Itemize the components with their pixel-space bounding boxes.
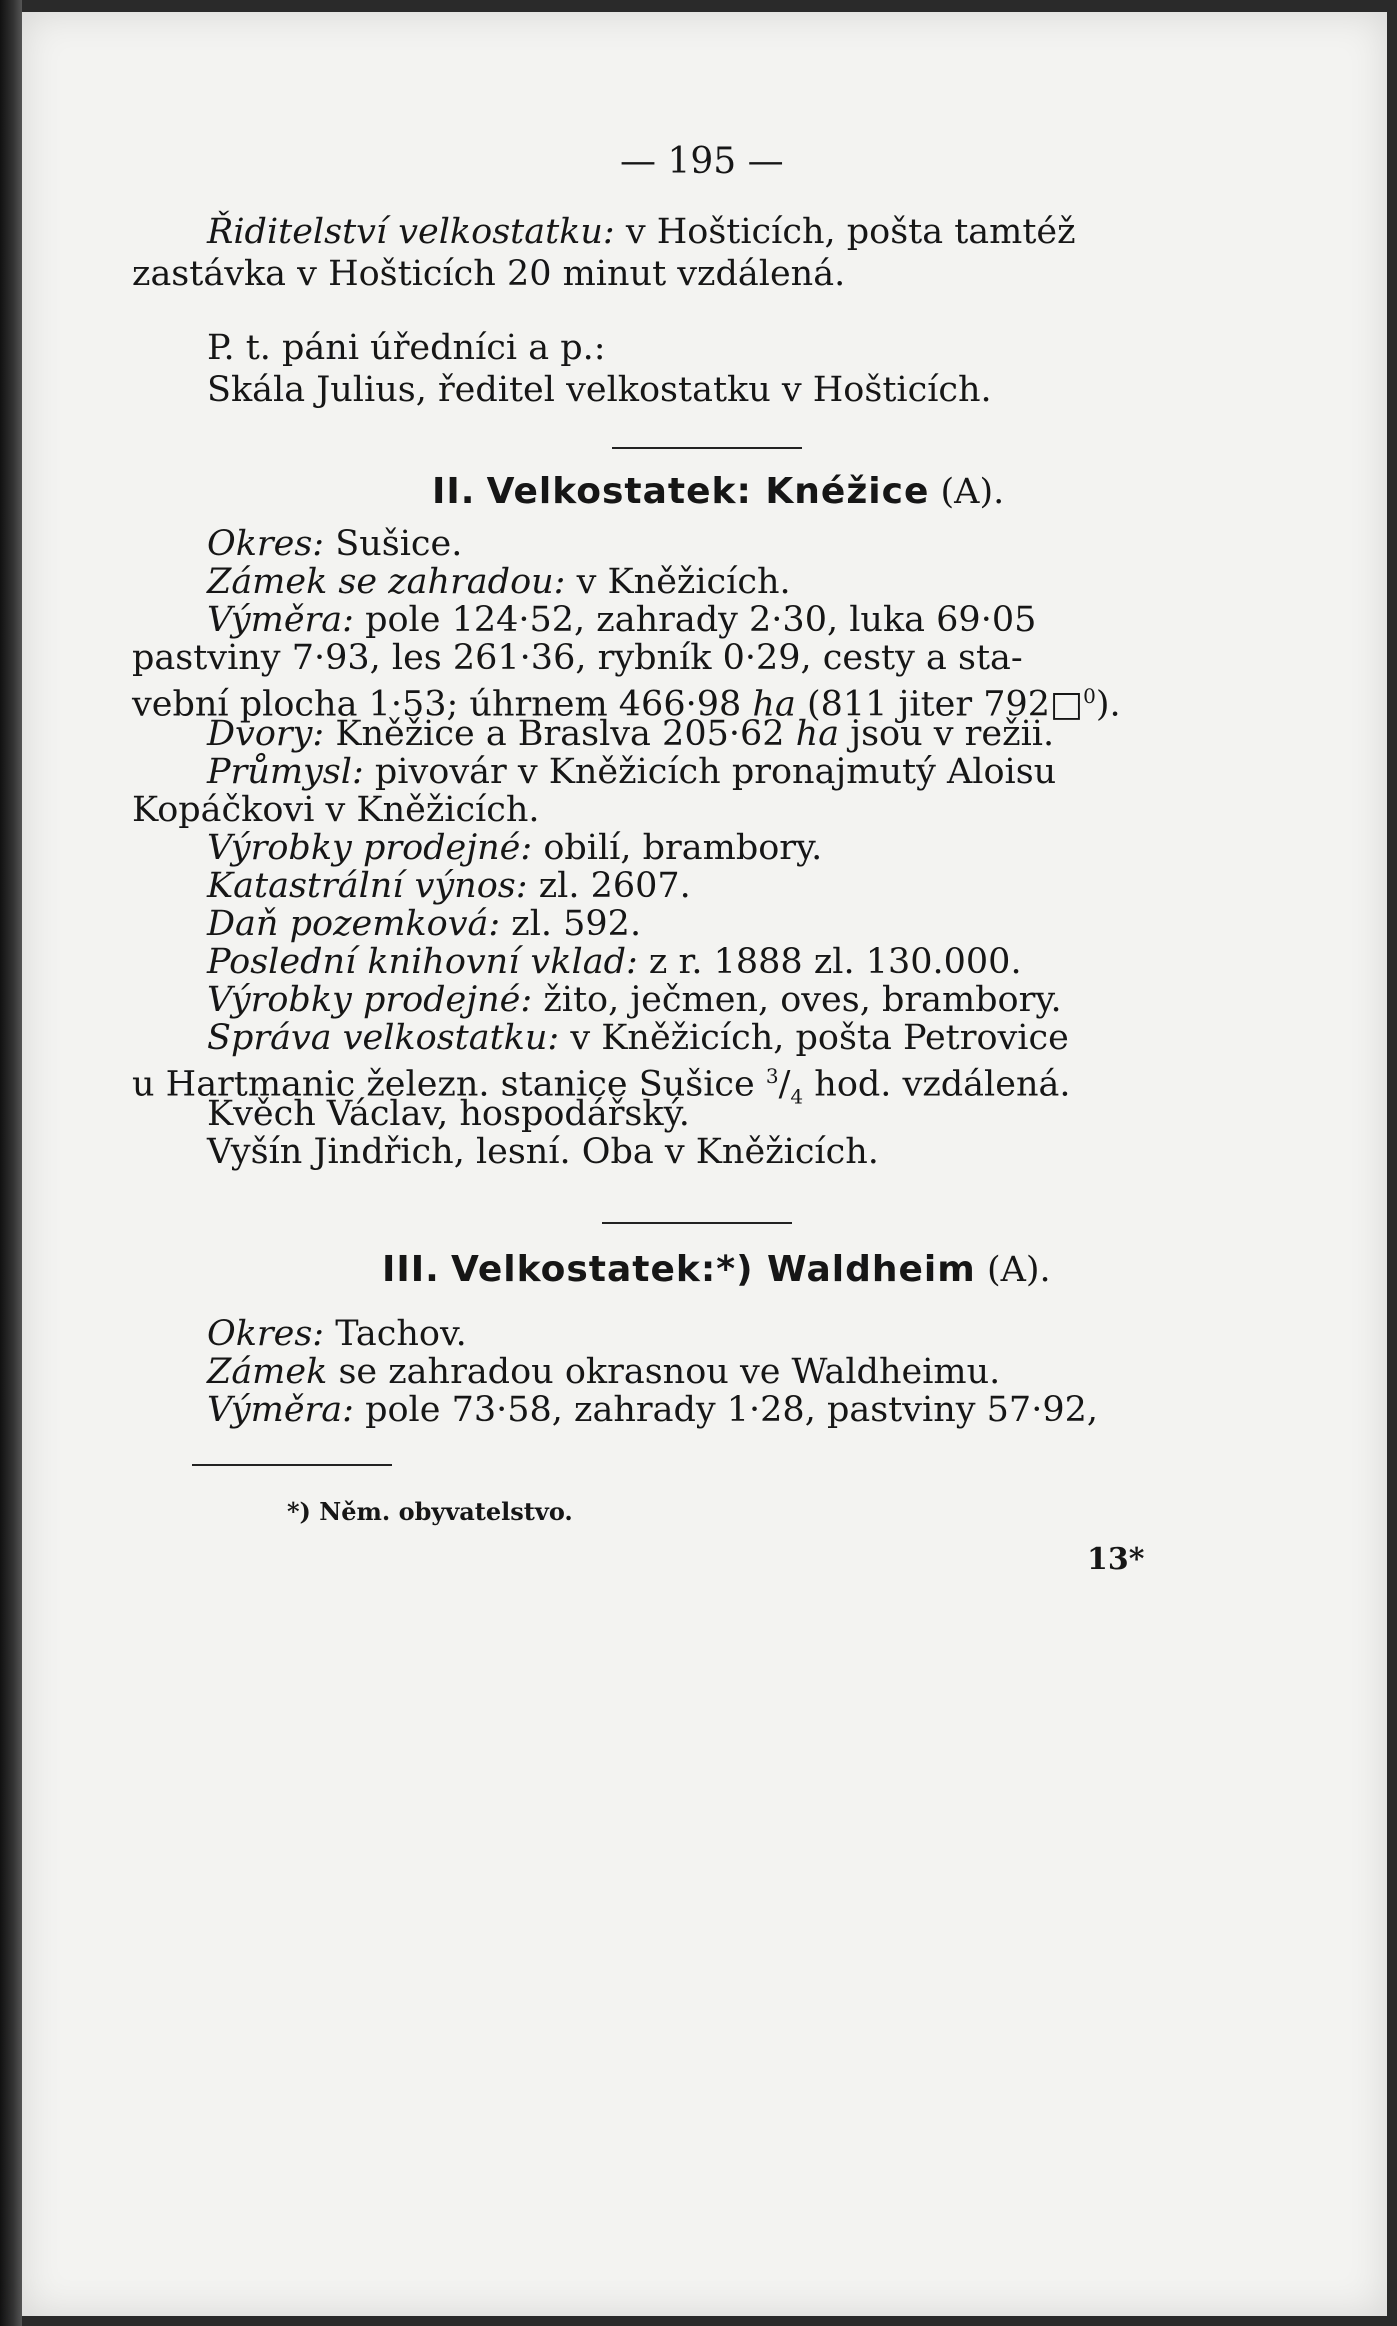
zamek-line	[207, 1352, 1000, 1392]
section2-suffix: (A).	[940, 472, 1005, 512]
management-text: v Hošticích, pošta tamtéž	[625, 212, 1076, 252]
zamek-line	[207, 562, 791, 602]
okres-line	[207, 524, 462, 564]
vklad-label: Poslední knihovní vklad:	[207, 942, 638, 982]
dvory-value-b: jsou v režii.	[850, 714, 1055, 754]
vymera-line	[207, 600, 1036, 640]
vklad-line	[207, 942, 1022, 982]
management-line	[207, 212, 1076, 252]
staff-item: Kvěch Václav, hospodářský.	[207, 1094, 690, 1134]
prumysl-label: Průmysl:	[207, 752, 364, 792]
vymera-line1: pole 124·52, zahrady 2·30, luka 69·05	[365, 600, 1037, 640]
section3-title: Velkostatek:*) Waldheim	[451, 1249, 976, 1290]
vymera-label: Výměra:	[207, 1390, 354, 1430]
sprava-line	[207, 1018, 1069, 1058]
vymera-value: pole 73·58, zahrady 1·28, pastviny 57·92,	[365, 1390, 1098, 1430]
section-divider	[612, 447, 802, 449]
officials-heading: P. t. páni úředníci a p.:	[207, 328, 606, 368]
katastr-label: Katastrální výnos:	[207, 866, 528, 906]
dan-value: zl. 592.	[511, 904, 642, 944]
zamek-value: v Kněžicích.	[576, 562, 791, 602]
prumysl-cont: Kopáčkovi v Kněžicích.	[132, 790, 540, 830]
management-label: Řiditelství velkostatku:	[207, 212, 615, 252]
sprava-value: v Kněžicích, pošta Petrovice	[570, 1018, 1069, 1058]
vklad-value: z r. 1888 zl. 130.000.	[648, 942, 1022, 982]
book-binding-edge	[0, 0, 22, 2326]
section2-heading	[432, 472, 1004, 512]
vymera-line	[207, 1390, 1098, 1430]
zamek-label: Zámek se zahradou:	[207, 562, 566, 602]
fraction-denominator: 4	[790, 1084, 804, 1109]
section3-roman: III.	[382, 1249, 440, 1290]
signature-mark: 13*	[1087, 1542, 1145, 1577]
okres-value: Tachov.	[335, 1314, 467, 1354]
vyrobky2-label: Výrobky prodejné:	[207, 980, 533, 1020]
prumysl-line	[207, 752, 1056, 792]
vyrobky2-value: žito, ječmen, oves, brambory.	[543, 980, 1062, 1020]
dvory-line	[207, 714, 1054, 754]
dvory-value-a: Kněžice a Braslva 205·62	[335, 714, 785, 754]
hectare-unit: ha	[795, 714, 840, 754]
katastr-line	[207, 866, 691, 906]
zamek-value: se zahradou okrasnou ve Waldheimu.	[338, 1352, 1001, 1392]
vymera-line3-c: ).	[1095, 684, 1121, 725]
okres-label: Okres:	[207, 524, 325, 564]
hectare-unit: ha	[752, 684, 796, 725]
management-cont: zastávka v Hošticích 20 minut vzdálená.	[132, 254, 846, 294]
official-item: Skála Julius, ředitel velkostatku v Hošticích.	[207, 370, 992, 410]
footnote-rule	[192, 1464, 392, 1466]
section2-title: Velkostatek: Knéžice	[486, 471, 930, 512]
sprava-label: Správa velkostatku:	[207, 1018, 560, 1058]
staff-item: Vyšín Jindřich, lesní. Oba v Kněžicích.	[207, 1132, 879, 1172]
sprava-cont-a: u Hartmanic železn. stanice Sušice	[132, 1064, 755, 1105]
fraction-numerator: 3	[765, 1064, 779, 1088]
dan-label: Daň pozemková:	[207, 904, 501, 944]
katastr-value: zl. 2607.	[538, 866, 691, 906]
vymera-line3-b: (811 jiter 792□	[806, 684, 1084, 725]
vyrobky1-value: obilí, brambory.	[543, 828, 823, 868]
okres-line	[207, 1314, 467, 1354]
footnote: *) Něm. obyvatelstvo.	[287, 1497, 573, 1526]
vymera-line2: pastviny 7·93, les 261·36, rybník 0·29, cesty a sta-	[132, 638, 1023, 678]
book-page	[22, 12, 1387, 2316]
prumysl-value: pivovár v Kněžicích pronajmutý Aloisu	[374, 752, 1057, 792]
vymera-line3-a: vební plocha 1·53; úhrnem 466·98	[132, 684, 742, 725]
vymera-label: Výměra:	[207, 600, 354, 640]
sprava-cont-b: hod. vzdálená.	[814, 1064, 1071, 1105]
vyrobky1-line	[207, 828, 822, 868]
dan-line	[207, 904, 641, 944]
vymera-sup: 0	[1083, 684, 1096, 708]
vyrobky2-line	[207, 980, 1062, 1020]
sprava-cont: u Hartmanic železn. stanice Sušice $^3/_4$ hod. vzdálená.	[132, 1064, 1071, 1109]
section3-heading	[382, 1250, 1051, 1290]
okres-label: Okres:	[207, 1314, 325, 1354]
section-divider	[602, 1222, 792, 1224]
page-number: — 195 —	[620, 141, 784, 182]
zamek-label: Zámek	[207, 1352, 328, 1392]
section2-roman: II.	[432, 471, 476, 512]
section3-suffix: (A).	[986, 1250, 1051, 1290]
dvory-label: Dvory:	[207, 714, 325, 754]
vyrobky1-label: Výrobky prodejné:	[207, 828, 533, 868]
okres-value: Sušice.	[335, 524, 463, 564]
